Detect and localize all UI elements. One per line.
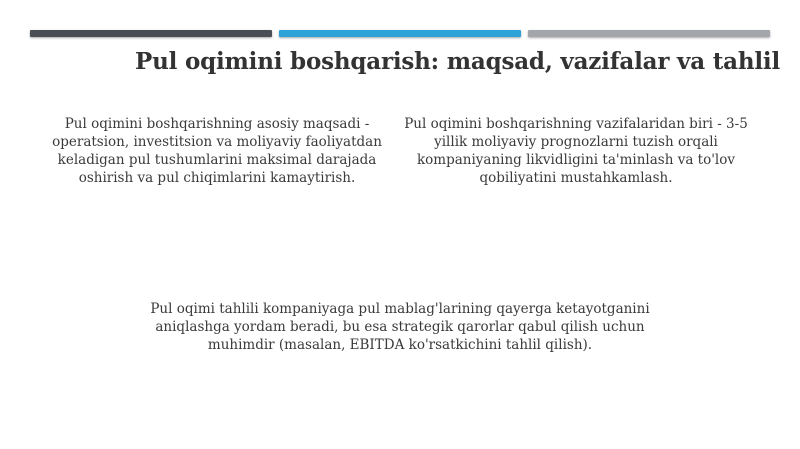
accent-bar-blue — [279, 30, 521, 37]
text-block-goal: Pul oqimini boshqarishning asosiy maqsadi - operatsion, investitsion va moliyaviy faoliyatdan keladigan pul tushumlarini maksimal darajada oshirish va pul chiqimlarini kamaytirish. — [52, 116, 382, 186]
text-block-tasks: Pul oqimini boshqarishning vazifalaridan biri - 3-5 yillik moliyaviy prognozlarni tuzish orqali kompaniyaning likvidligini ta'minlash va to'lov qobiliyatini mustahkamlash. — [404, 116, 748, 186]
accent-bar-gray — [528, 30, 770, 37]
text-block-analysis: Pul oqimi tahlili kompaniyaga pul mablag'larining qayerga ketayotganini aniqlashga yordam beradi, bu esa strategik qarorlar qabul qilish uchun muhimdir (masalan, EBITDA ko'rsatkichini tahlil qilish). — [150, 301, 650, 353]
slide-title: Pul oqimini boshqarish: maqsad, vazifalar va tahlil — [135, 48, 780, 75]
accent-bar-dark — [30, 30, 272, 37]
